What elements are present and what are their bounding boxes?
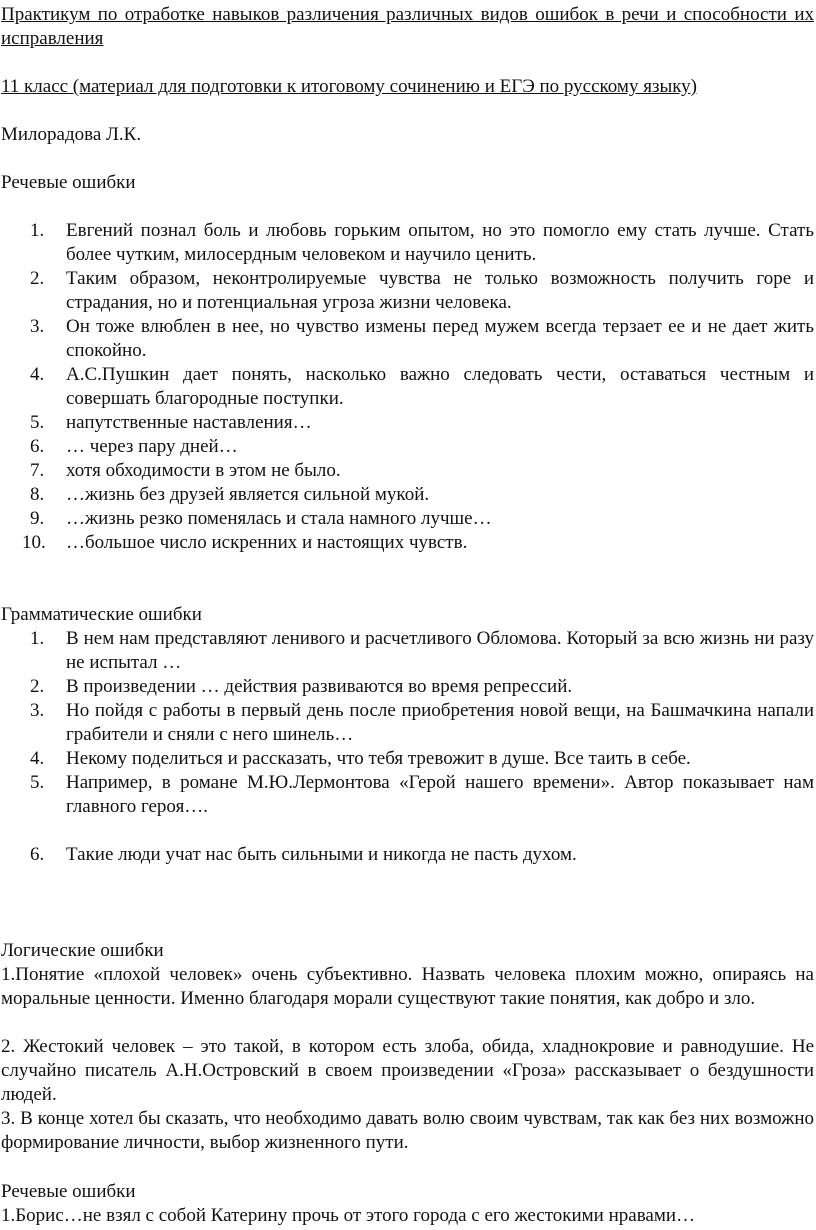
- speech-errors-list: [0, 219, 814, 555]
- document-title: Практикум по отработке навыков различения различных видов ошибок в речи и способности их исправления: [1, 4, 814, 49]
- speech-errors-2-heading: Речевые ошибки: [1, 1181, 136, 1202]
- speech-errors-heading: Речевые ошибки: [1, 172, 136, 193]
- list-item: 10. …большое число искренних и настоящих чувств.: [22, 532, 468, 553]
- list-item: 6. Такие люди учат нас быть сильными и никогда не пасть духом.: [30, 844, 577, 865]
- list-item: 1. Евгений познал боль и любовь горьким опытом, но это помогло ему стать лучше. Стать более чутким, милосердным человеком и научило ценить.: [30, 220, 814, 265]
- grammar-errors-list: [0, 627, 814, 867]
- list-item: 1. В нем нам представляют ленивого и расчетливого Обломова. Который за всю жизнь ни разу не испытал …: [30, 628, 814, 673]
- list-item: 2. В произведении … действия развиваются во время репрессий.: [30, 676, 573, 697]
- document-author: Милорадова Л.К.: [1, 124, 142, 145]
- grammar-errors-heading: Грамматические ошибки: [1, 604, 202, 625]
- logic-errors-paragraph-3: 3. В конце хотел бы сказать, что необходимо давать волю своим чувствам, так как без них возможно формирование личности, выбор жизненного пути.: [1, 1108, 814, 1153]
- list-item: 8. …жизнь без друзей является сильной мукой.: [30, 484, 430, 505]
- list-item: 5. Например, в романе М.Ю.Лермонтова «Герой нашего времени». Автор показывает нам главного героя….: [30, 772, 814, 817]
- list-item: 9. …жизнь резко поменялась и стала намного лучше…: [30, 508, 492, 529]
- speech-errors-2-paragraph-1: 1.Борис…не взял с собой Катерину прочь от этого города с его жестокими нравами…: [1, 1205, 696, 1226]
- list-item: 5. напутственные наставления…: [30, 412, 312, 433]
- list-item: 7. хотя обходимости в этом не было.: [30, 460, 341, 481]
- list-item: 3. Но пойдя с работы в первый день после приобретения новой вещи, на Башмачкина напали грабители и сняли с него шинель…: [30, 700, 814, 745]
- list-item: 4. Некому поделиться и рассказать, что тебя тревожит в душе. Все таить в себе.: [30, 748, 691, 769]
- list-item: 6. … через пару дней…: [30, 436, 238, 457]
- document-subtitle: 11 класс (материал для подготовки к итоговому сочинению и ЕГЭ по русскому языку): [1, 76, 698, 97]
- logic-errors-paragraph-2: 2. Жестокий человек – это такой, в котором есть злоба, обида, хладнокровие и равнодушие. Не случайно писатель А.Н.Островский в своем произведении «Гроза» рассказывает о бездушности людей.: [1, 1036, 814, 1105]
- list-item: 2. Таким образом, неконтролируемые чувства не только возможность получить горе и страдания, но и потенциальная угроза жизни человека.: [30, 268, 814, 313]
- list-item: 3. Он тоже влюблен в нее, но чувство измены перед мужем всегда терзает ее и не дает жить спокойно.: [30, 316, 814, 361]
- logic-errors-heading: Логические ошибки: [1, 940, 164, 961]
- list-item: 4. А.С.Пушкин дает понять, насколько важно следовать чести, оставаться честным и совершать благородные поступки.: [30, 364, 814, 409]
- logic-errors-paragraph-1: 1.Понятие «плохой человек» очень субъективно. Назвать человека плохим можно, опираясь на моральные ценности. Именно благодаря морали существуют такие понятия, как добро и зло.: [1, 964, 814, 1009]
